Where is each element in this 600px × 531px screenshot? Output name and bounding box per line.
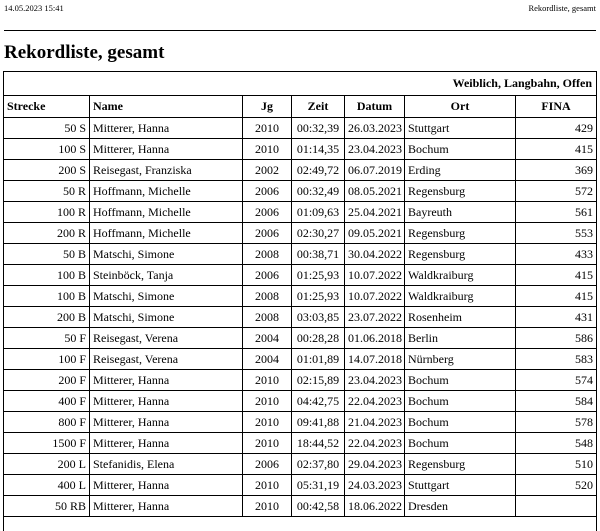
cell-name: Mitterer, Hanna (90, 370, 243, 391)
cell-name: Hoffmann, Michelle (90, 223, 243, 244)
cell-name: Mitterer, Hanna (90, 412, 243, 433)
cell-datum: 10.07.2022 (345, 265, 405, 286)
cell-name: Mitterer, Hanna (90, 118, 243, 139)
table-row (4, 391, 596, 412)
table-subtitle: Weiblich, Langbahn, Offen (4, 72, 596, 96)
cell-zeit: 01:25,93 (292, 286, 345, 307)
cell-name: Matschi, Simone (90, 307, 243, 328)
cell-fina: 574 (516, 370, 597, 391)
cell-datum: 06.07.2019 (345, 160, 405, 181)
table-row (4, 223, 596, 244)
cell-fina: 583 (516, 349, 597, 370)
cell-datum: 25.04.2021 (345, 202, 405, 223)
cell-name: Hoffmann, Michelle (90, 181, 243, 202)
cell-name: Mitterer, Hanna (90, 433, 243, 454)
column-header-ort: Ort (405, 96, 516, 118)
table-row (4, 370, 596, 391)
cell-jg: 2002 (243, 160, 292, 181)
cell-strecke: 400 F (4, 391, 90, 412)
cell-strecke: 200 R (4, 223, 90, 244)
cell-jg: 2006 (243, 202, 292, 223)
cell-name: Matschi, Simone (90, 286, 243, 307)
cell-datum: 22.04.2023 (345, 391, 405, 412)
column-header-zeit: Zeit (292, 96, 345, 118)
cell-name: Hoffmann, Michelle (90, 202, 243, 223)
page-title: Rekordliste, gesamt (4, 42, 165, 63)
table-row (4, 202, 596, 223)
records-table (4, 96, 596, 517)
cell-zeit: 02:30,27 (292, 223, 345, 244)
cell-strecke: 50 R (4, 181, 90, 202)
cell-ort: Regensburg (405, 181, 516, 202)
cell-zeit: 02:15,89 (292, 370, 345, 391)
table-row (4, 454, 596, 475)
cell-jg: 2006 (243, 181, 292, 202)
cell-strecke: 50 B (4, 244, 90, 265)
cell-name: Reisegast, Franziska (90, 160, 243, 181)
cell-fina: 369 (516, 160, 597, 181)
cell-ort: Regensburg (405, 223, 516, 244)
cell-jg: 2010 (243, 475, 292, 496)
column-header-strecke: Strecke (4, 96, 90, 118)
cell-zeit: 01:14,35 (292, 139, 345, 160)
table-header-row (4, 96, 596, 118)
table-row (4, 118, 596, 139)
cell-jg: 2010 (243, 139, 292, 160)
cell-zeit: 00:32,49 (292, 181, 345, 202)
cell-jg: 2010 (243, 433, 292, 454)
cell-zeit: 00:38,71 (292, 244, 345, 265)
cell-ort: Waldkraiburg (405, 286, 516, 307)
print-timestamp: 14.05.2023 15:41 (4, 3, 64, 13)
cell-ort: Stuttgart (405, 475, 516, 496)
cell-fina: 584 (516, 391, 597, 412)
cell-ort: Bochum (405, 370, 516, 391)
cell-strecke: 200 B (4, 307, 90, 328)
cell-name: Mitterer, Hanna (90, 391, 243, 412)
cell-jg: 2006 (243, 223, 292, 244)
column-header-fina: FINA (516, 96, 597, 118)
cell-zeit: 02:37,80 (292, 454, 345, 475)
cell-jg: 2008 (243, 307, 292, 328)
cell-datum: 23.07.2022 (345, 307, 405, 328)
cell-zeit: 01:09,63 (292, 202, 345, 223)
cell-zeit: 00:32,39 (292, 118, 345, 139)
header-divider (4, 30, 596, 31)
column-header-jg: Jg (243, 96, 292, 118)
cell-fina: 586 (516, 328, 597, 349)
cell-strecke: 200 S (4, 160, 90, 181)
table-row (4, 307, 596, 328)
cell-name: Reisegast, Verena (90, 349, 243, 370)
cell-ort: Dresden (405, 496, 516, 517)
cell-name: Mitterer, Hanna (90, 496, 243, 517)
cell-datum: 14.07.2018 (345, 349, 405, 370)
cell-fina: 578 (516, 412, 597, 433)
cell-ort: Regensburg (405, 454, 516, 475)
document-label: Rekordliste, gesamt (528, 3, 596, 13)
cell-zeit: 02:49,72 (292, 160, 345, 181)
table-row (4, 412, 596, 433)
cell-name: Mitterer, Hanna (90, 475, 243, 496)
cell-datum: 01.06.2018 (345, 328, 405, 349)
cell-strecke: 100 F (4, 349, 90, 370)
cell-jg: 2010 (243, 391, 292, 412)
table-row (4, 475, 596, 496)
cell-ort: Bochum (405, 139, 516, 160)
cell-fina: 510 (516, 454, 597, 475)
cell-fina: 429 (516, 118, 597, 139)
table-row (4, 265, 596, 286)
cell-datum: 22.04.2023 (345, 433, 405, 454)
cell-jg: 2010 (243, 496, 292, 517)
cell-jg: 2006 (243, 454, 292, 475)
cell-name: Stefanidis, Elena (90, 454, 243, 475)
cell-zeit: 05:31,19 (292, 475, 345, 496)
cell-jg: 2008 (243, 286, 292, 307)
cell-fina: 520 (516, 475, 597, 496)
cell-name: Mitterer, Hanna (90, 139, 243, 160)
cell-zeit: 18:44,52 (292, 433, 345, 454)
cell-fina (516, 496, 597, 517)
column-header-name: Name (90, 96, 243, 118)
cell-strecke: 1500 F (4, 433, 90, 454)
table-row (4, 496, 596, 517)
cell-datum: 24.03.2023 (345, 475, 405, 496)
cell-strecke: 50 RB (4, 496, 90, 517)
cell-strecke: 200 L (4, 454, 90, 475)
cell-ort: Berlin (405, 328, 516, 349)
cell-datum: 18.06.2022 (345, 496, 405, 517)
table-row (4, 244, 596, 265)
cell-zeit: 01:01,89 (292, 349, 345, 370)
table-row (4, 181, 596, 202)
cell-fina: 548 (516, 433, 597, 454)
cell-fina: 433 (516, 244, 597, 265)
cell-zeit: 00:42,58 (292, 496, 345, 517)
cell-jg: 2010 (243, 118, 292, 139)
cell-jg: 2010 (243, 370, 292, 391)
table-row (4, 328, 596, 349)
cell-zeit: 00:28,28 (292, 328, 345, 349)
cell-datum: 26.03.2023 (345, 118, 405, 139)
cell-name: Matschi, Simone (90, 244, 243, 265)
cell-ort: Bochum (405, 433, 516, 454)
cell-ort: Bochum (405, 391, 516, 412)
cell-strecke: 100 R (4, 202, 90, 223)
cell-fina: 553 (516, 223, 597, 244)
cell-jg: 2008 (243, 244, 292, 265)
cell-name: Reisegast, Verena (90, 328, 243, 349)
table-row (4, 349, 596, 370)
cell-strecke: 100 B (4, 265, 90, 286)
cell-datum: 09.05.2021 (345, 223, 405, 244)
cell-ort: Bochum (405, 412, 516, 433)
cell-ort: Nürnberg (405, 349, 516, 370)
cell-fina: 415 (516, 265, 597, 286)
cell-jg: 2004 (243, 328, 292, 349)
cell-strecke: 200 F (4, 370, 90, 391)
records-table-frame (3, 71, 597, 531)
cell-ort: Rosenheim (405, 307, 516, 328)
cell-ort: Stuttgart (405, 118, 516, 139)
cell-datum: 30.04.2022 (345, 244, 405, 265)
cell-fina: 572 (516, 181, 597, 202)
cell-fina: 415 (516, 286, 597, 307)
table-row (4, 433, 596, 454)
cell-jg: 2004 (243, 349, 292, 370)
cell-jg: 2010 (243, 412, 292, 433)
cell-strecke: 800 F (4, 412, 90, 433)
cell-name: Steinböck, Tanja (90, 265, 243, 286)
cell-jg: 2006 (243, 265, 292, 286)
cell-strecke: 50 F (4, 328, 90, 349)
page-header (4, 2, 596, 14)
cell-ort: Regensburg (405, 244, 516, 265)
cell-datum: 29.04.2023 (345, 454, 405, 475)
cell-zeit: 03:03,85 (292, 307, 345, 328)
cell-strecke: 100 B (4, 286, 90, 307)
table-row (4, 160, 596, 181)
records-table-body (4, 118, 596, 517)
cell-fina: 415 (516, 139, 597, 160)
cell-ort: Erding (405, 160, 516, 181)
table-row (4, 286, 596, 307)
cell-strecke: 50 S (4, 118, 90, 139)
cell-zeit: 04:42,75 (292, 391, 345, 412)
cell-datum: 23.04.2023 (345, 370, 405, 391)
cell-datum: 23.04.2023 (345, 139, 405, 160)
cell-fina: 431 (516, 307, 597, 328)
cell-fina: 561 (516, 202, 597, 223)
cell-strecke: 400 L (4, 475, 90, 496)
column-header-datum: Datum (345, 96, 405, 118)
cell-strecke: 100 S (4, 139, 90, 160)
cell-datum: 21.04.2023 (345, 412, 405, 433)
cell-zeit: 01:25,93 (292, 265, 345, 286)
cell-zeit: 09:41,88 (292, 412, 345, 433)
cell-datum: 08.05.2021 (345, 181, 405, 202)
table-row (4, 139, 596, 160)
cell-ort: Waldkraiburg (405, 265, 516, 286)
cell-datum: 10.07.2022 (345, 286, 405, 307)
cell-ort: Bayreuth (405, 202, 516, 223)
